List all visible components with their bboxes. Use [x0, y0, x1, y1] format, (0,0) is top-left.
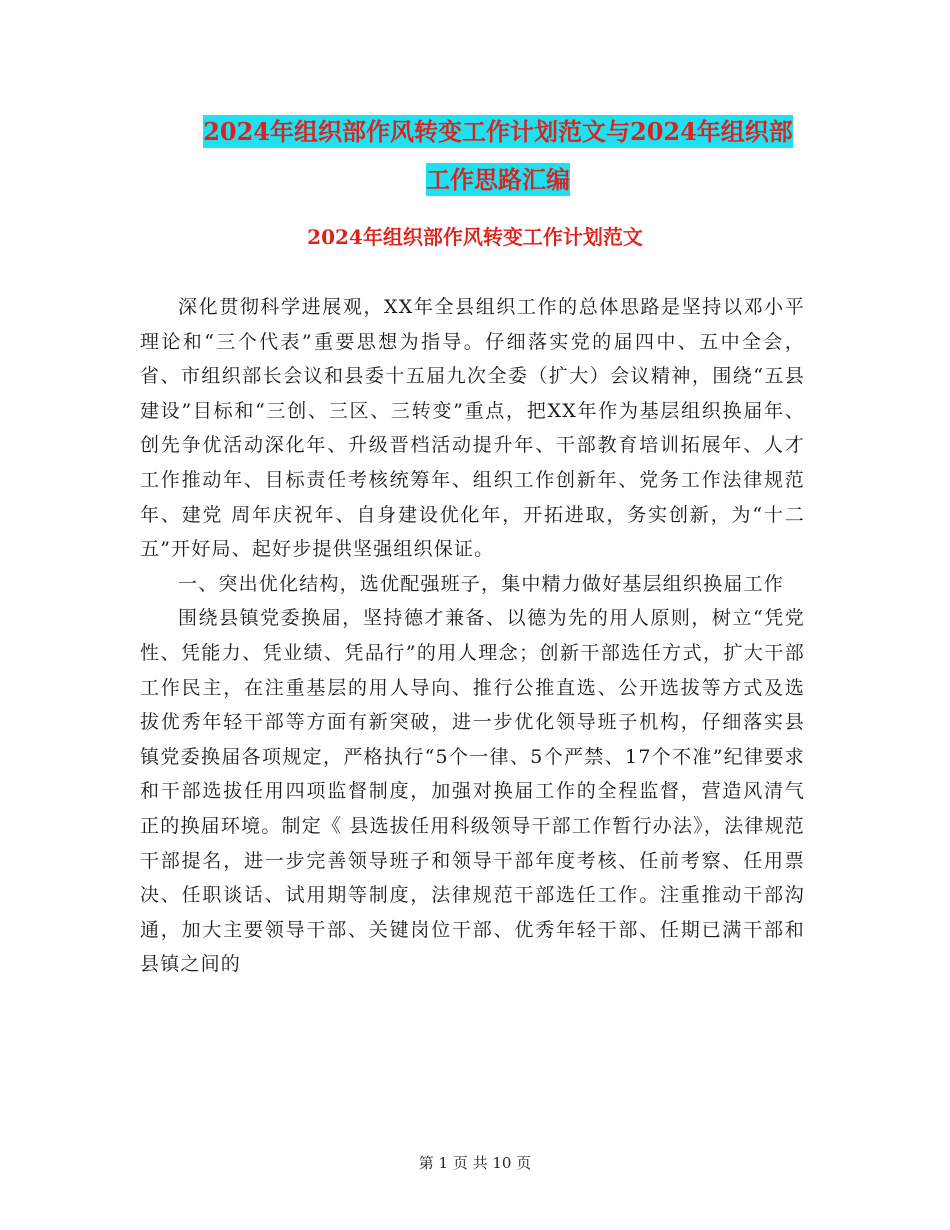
document-title: [140, 108, 856, 204]
document-title-line2: 工作思路汇编: [426, 165, 570, 194]
paragraph-body-1: 围绕县镇党委换届，坚持德才兼备、以德为先的用人原则，树立“凭党性、凭能力、凭业绩、凭品行”的用人理念；创新干部选任方式，扩大干部工作民主，在注重基层的用人导向、推行公推直选、公开选拔等方式及选拔优秀年轻干部等方面有新突破，进一步优化领导班子机构，仔细落实县镇党委换届各项规定，严格执行“5个一律、5个严禁、17个不准”纪律要求和干部选拔任用四项监督制度，加强对换届工作的全程监督，营造风清气正的换届环境。制定《 县选拔任用科级领导干部工作暂行办法》，法律规范干部提名，进一步完善领导班子和领导干部年度考核、任前考察、任用票决、任职谈话、试用期等制度，法律规范干部选任工作。注重推动干部沟通，加大主要领导干部、关键岗位干部、优秀年轻干部、任期已满干部和县镇之间的: [140, 607, 805, 976]
paragraph-intro: 深化贯彻科学进展观，XX年全县组织工作的总体思路是坚持以邓小平理论和“三个代表”重要思想为指导。仔细落实党的届四中、五中全会，省、市组织部长会议和县委十五届九次全委（扩大）会议精神，围绕“五县建设”目标和“三创、三区、三转变”重点，把XX年作为基层组织换届年、创先争优活动深化年、升级晋档活动提升年、干部教育培训拓展年、人才工作推动年、目标责任考核统筹年、组织工作创新年、党务工作法律规范年、建党 周年庆祝年、自身建设优化年，开拓进取，务实创新，为“十二五”开好局、起好步提供坚强组织保证。: [140, 296, 805, 561]
document-body: [140, 290, 805, 982]
document-title-line1: 2024年组织部作风转变工作计划范文与2024年组织部: [203, 117, 793, 146]
paragraph-heading-1: 一、突出优化结构，选优配强班子，集中精力做好基层组织换届工作: [178, 572, 785, 595]
page-number-footer: 第 1 页 共 10 页: [418, 1154, 532, 1172]
section-title: 2024年组织部作风转变工作计划范文: [307, 225, 643, 249]
